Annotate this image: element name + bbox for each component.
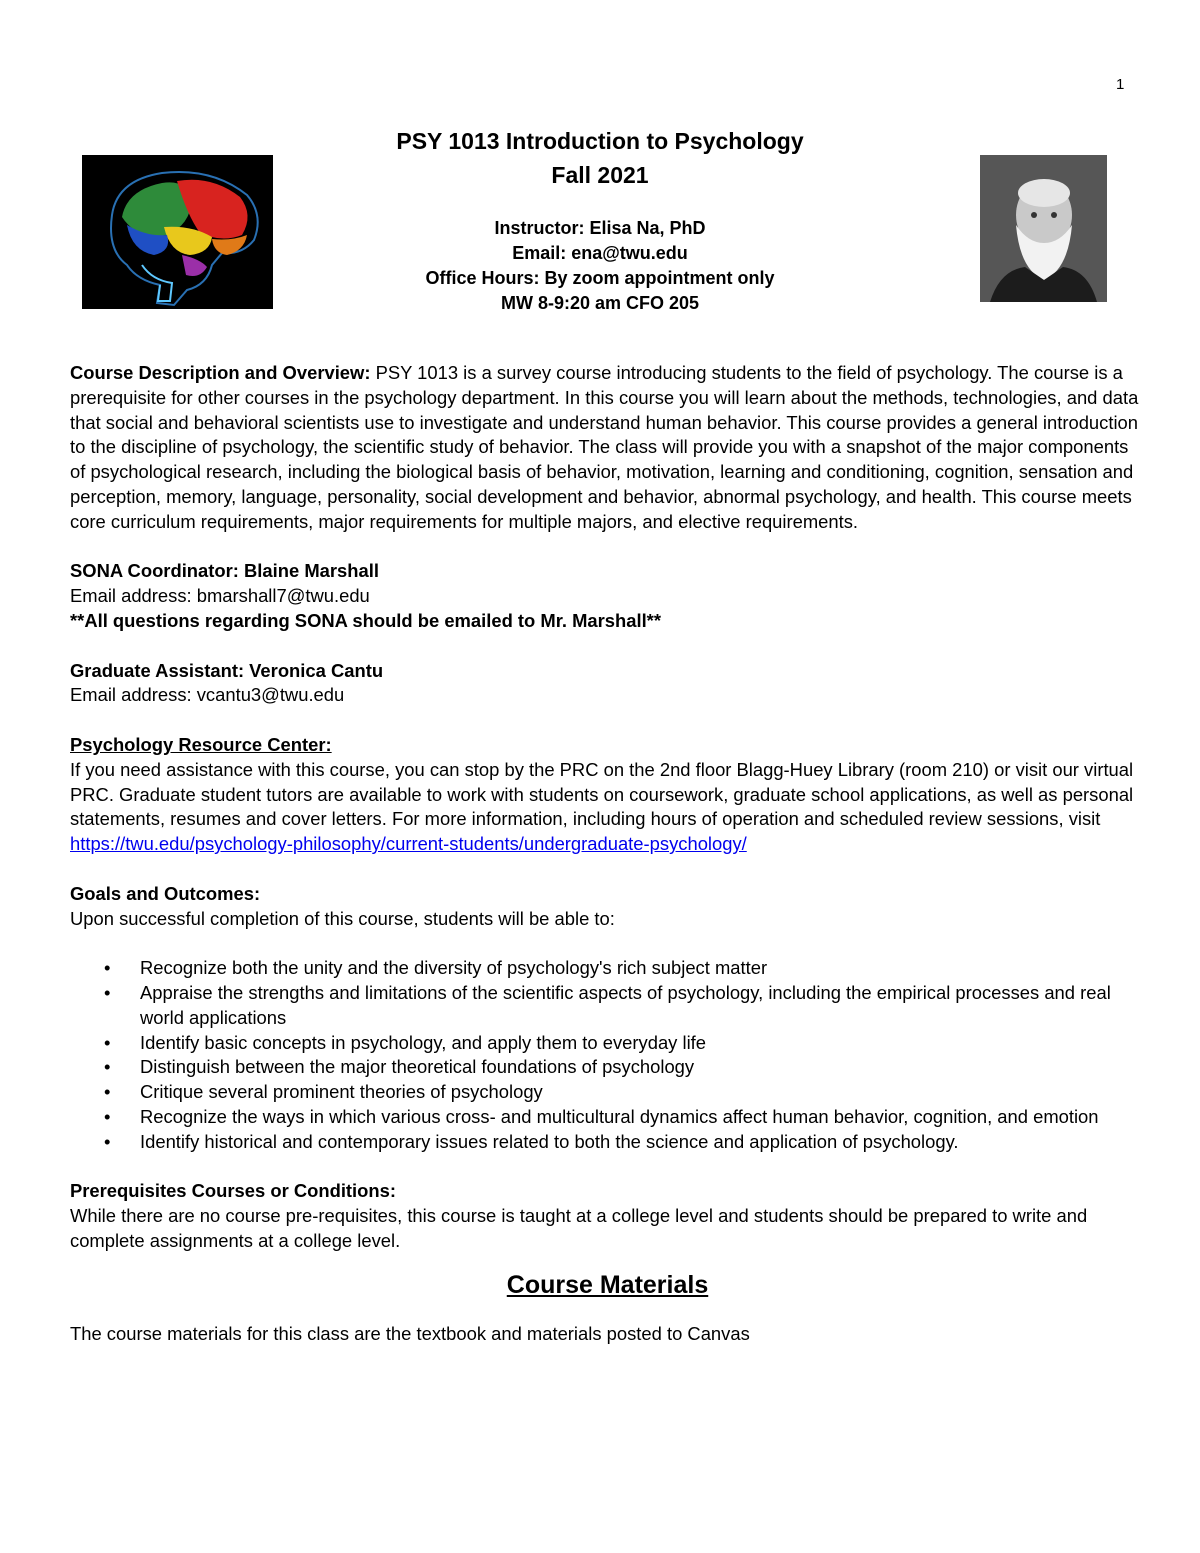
list-item bbox=[70, 1130, 1145, 1155]
resource-center-text bbox=[70, 758, 1145, 857]
bullet-icon: • bbox=[104, 1130, 111, 1152]
instructor-name: Instructor: Elisa Na, PhD bbox=[494, 218, 706, 238]
goal-text: Appraise the strengths and limitations of the scientific aspects of psychology, including the empirical processes and real world applications bbox=[140, 981, 1111, 1028]
goal-text: Distinguish between the major theoretical foundations of psychology bbox=[140, 1056, 695, 1078]
bullet-icon: • bbox=[104, 981, 111, 1003]
bullet-icon: • bbox=[104, 1105, 111, 1127]
goal-text: Recognize both the unity and the diversity of psychology's rich subject matter bbox=[140, 957, 768, 979]
resource-center-body: If you need assistance with this course, you can stop by the PRC on the 2nd floor Blagg-Huey Library (room 210) or visit our virtual PRC. Graduate student tutors are available to work with students on coursework, graduate school applications, as well as personal statements, resumes and cover letters. For more information, including hours of operation and scheduled review sessions, visit bbox=[70, 758, 1134, 830]
course-materials-heading: Course Materials bbox=[506, 1270, 709, 1299]
course-term: Fall 2021 bbox=[551, 162, 649, 188]
instructor-email: Email: ena@twu.edu bbox=[512, 243, 688, 263]
goal-text: Identify basic concepts in psychology, and apply them to everyday life bbox=[140, 1031, 706, 1053]
prerequisites-text: While there are no course pre-requisites, this course is taught at a college level and students should be prepared to write and complete assignments at a college level. bbox=[70, 1205, 1088, 1251]
resource-center-heading: Psychology Resource Center: bbox=[70, 733, 332, 755]
goal-text: Recognize the ways in which various cross- and multicultural dynamics affect human behavior, cognition, and emotion bbox=[140, 1105, 1099, 1127]
syllabus-body bbox=[70, 361, 1145, 1346]
graduate-assistant-heading: Graduate Assistant: Veronica Cantu bbox=[70, 659, 384, 681]
list-item bbox=[70, 1080, 1145, 1105]
list-item bbox=[70, 956, 1145, 981]
list-item bbox=[70, 1031, 1145, 1056]
resource-center-link[interactable]: https://twu.edu/psychology-philosophy/current-students/undergraduate-psychology/ bbox=[70, 833, 747, 855]
goal-text: Critique several prominent theories of psychology bbox=[140, 1081, 543, 1103]
sona-note: **All questions regarding SONA should be emailed to Mr. Marshall** bbox=[70, 609, 661, 631]
bullet-icon: • bbox=[104, 957, 111, 979]
sona-email: Email address: bmarshall7@twu.edu bbox=[70, 585, 370, 607]
sona-heading: SONA Coordinator: Blaine Marshall bbox=[70, 560, 379, 582]
course-description-label: Course Description and Overview: bbox=[70, 362, 371, 383]
list-item bbox=[70, 1055, 1145, 1080]
bullet-icon: • bbox=[104, 1031, 111, 1053]
bullet-icon: • bbox=[104, 1056, 111, 1078]
prerequisites-heading: Prerequisites Courses or Conditions: bbox=[70, 1180, 396, 1202]
course-title: PSY 1013 Introduction to Psychology bbox=[396, 128, 804, 154]
page-number: 1 bbox=[1116, 76, 1125, 93]
course-materials-text: The course materials for this class are the textbook and materials posted to Canvas bbox=[70, 1322, 750, 1344]
goal-text: Identify historical and contemporary issues related to both the science and application of psychology. bbox=[140, 1130, 959, 1152]
syllabus-header bbox=[0, 124, 1200, 316]
course-description bbox=[70, 361, 1145, 535]
graduate-assistant-email: Email address: vcantu3@twu.edu bbox=[70, 684, 345, 706]
goals-heading: Goals and Outcomes: bbox=[70, 882, 261, 904]
goals-intro: Upon successful completion of this course, students will be able to: bbox=[70, 907, 615, 929]
meeting-time: MW 8-9:20 am CFO 205 bbox=[500, 293, 700, 313]
list-item bbox=[70, 1105, 1145, 1130]
goals-list bbox=[70, 956, 1145, 1154]
list-item bbox=[70, 981, 1145, 1031]
office-hours: Office Hours: By zoom appointment only bbox=[425, 268, 775, 288]
course-description-text: PSY 1013 is a survey course introducing students to the field of psychology. The course is a prerequisite for other courses in the psychology department. In this course you will learn about the methods, technologies, and data that social and behavioral scientists use to investigate and understand human behavior. This course provides a general introduction to the discipline of psychology, the scientific study of behavior. The class will provide you with a snapshot of the major components of psychological research, including the biological basis of behavior, motivation, learning and conditioning, cognition, sensation and perception, memory, language, personality, social development and behavior, abnormal psychology, and health. This course meets core curriculum requirements, major requirements for multiple majors, and elective requirements. bbox=[70, 362, 1139, 532]
bullet-icon: • bbox=[104, 1081, 111, 1103]
